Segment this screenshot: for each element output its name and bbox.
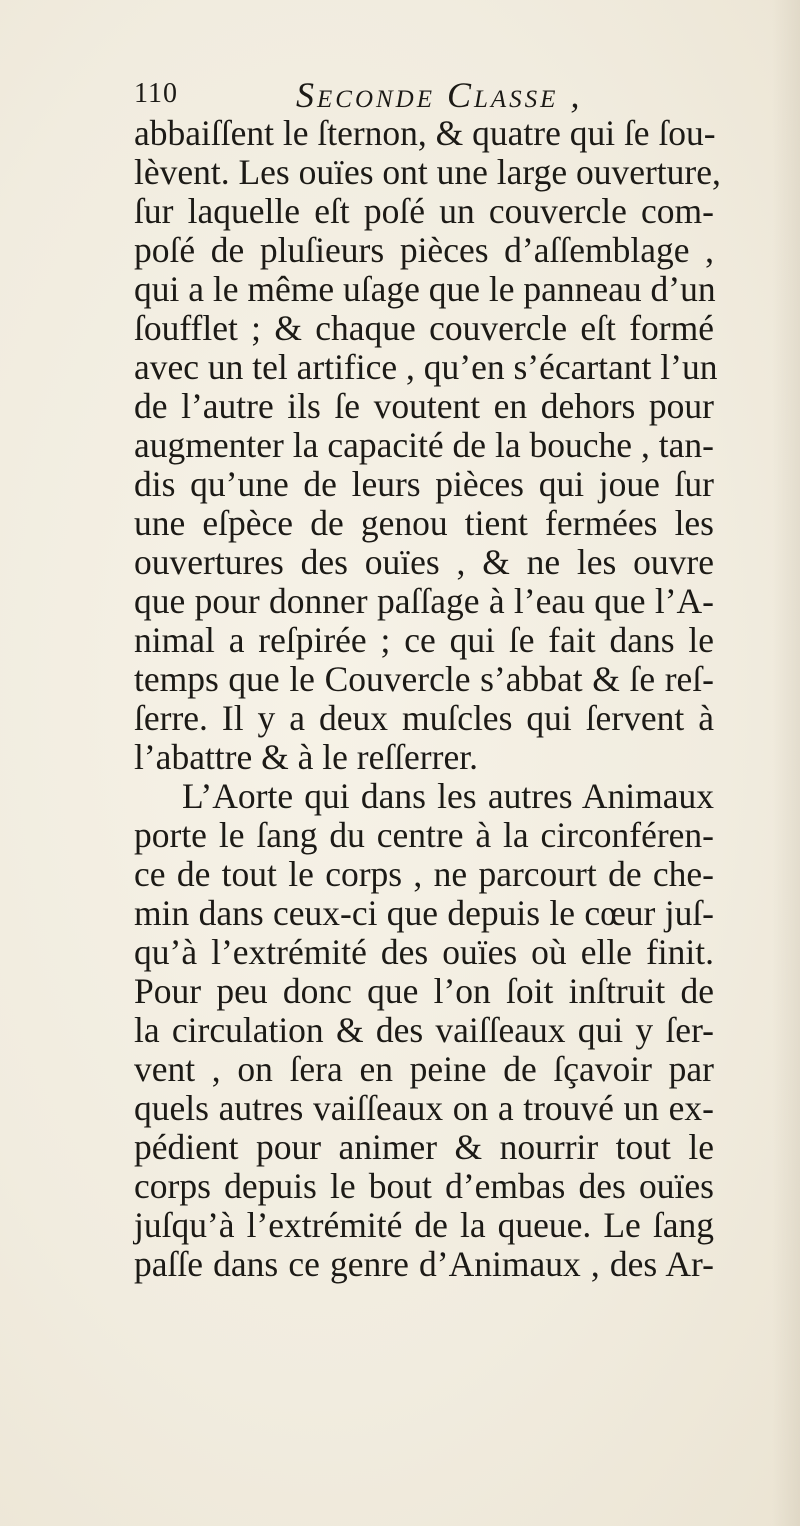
text-line: corps depuis le bout d’embas des ouïes bbox=[134, 1166, 714, 1206]
text-line: de l’autre ils ſe voutent en dehors pour bbox=[134, 386, 714, 426]
text-line: pédient pour animer & nourrir tout le bbox=[134, 1127, 714, 1167]
text-line: avec un tel artifice , qu’en s’écartant l’un bbox=[134, 347, 718, 387]
body-text bbox=[134, 113, 721, 1284]
text-line: porte le ſang du centre à la circonféren- bbox=[134, 815, 714, 855]
text-line: ſerre. Il y a deux muſcles qui ſervent à bbox=[134, 698, 714, 738]
text-line: qu’à l’extrémité des ouïes où elle finit. bbox=[134, 932, 714, 972]
paragraph-end-line: l’abattre & à le reſſerrer. bbox=[134, 737, 478, 777]
text-line: que pour donner paſſage à l’eau que l’A- bbox=[134, 581, 714, 621]
text-line: temps que le Couvercle s’abbat & ſe reſ- bbox=[134, 659, 714, 699]
text-line: la circulation & des vaiſſeaux qui y ſer- bbox=[134, 1010, 714, 1050]
text-line: une eſpèce de genou tient fermées les bbox=[134, 503, 714, 543]
running-head: Seconde Classe , bbox=[296, 75, 583, 115]
text-line: juſqu’à l’extrémité de la queue. Le ſang bbox=[134, 1205, 714, 1245]
text-line: abbaiſſent le ſternon, & quatre qui ſe ſou- bbox=[134, 113, 716, 153]
paragraph-start-line: L’Aorte qui dans les autres Animaux bbox=[182, 776, 714, 816]
text-line: ce de tout le corps , ne parcourt de che- bbox=[134, 854, 714, 894]
text-line: dis qu’une de leurs pièces qui joue ſur bbox=[134, 464, 714, 504]
text-line: paſſe dans ce genre d’Animaux , des Ar- bbox=[134, 1244, 714, 1284]
text-line: Pour peu donc que l’on ſoit inſtruit de bbox=[134, 971, 714, 1011]
text-line: ſoufflet ; & chaque couvercle eſt formé bbox=[134, 308, 714, 348]
text-line: ouvertures des ouïes , & ne les ouvre bbox=[134, 542, 714, 582]
text-line: poſé de pluſieurs pièces d’aſſemblage , bbox=[134, 230, 714, 270]
text-line: vent , on ſera en peine de ſçavoir par bbox=[134, 1049, 714, 1089]
text-line: nimal a reſpirée ; ce qui ſe fait dans le bbox=[134, 620, 714, 660]
text-line: ſur laquelle eſt poſé un couvercle com- bbox=[134, 191, 714, 231]
text-line: augmenter la capacité de la bouche , tan- bbox=[134, 425, 714, 465]
text-line: min dans ceux-ci que depuis le cœur juſ- bbox=[134, 893, 714, 933]
page-number: 110 bbox=[134, 78, 178, 109]
page-edge-shadow bbox=[772, 0, 800, 1526]
text-line: quels autres vaiſſeaux on a trouvé un ex- bbox=[134, 1088, 714, 1128]
text-line: lèvent. Les ouïes ont une large ouverture, bbox=[134, 152, 721, 192]
page-header bbox=[134, 74, 654, 118]
text-line: qui a le même uſage que le panneau d’un bbox=[134, 269, 716, 309]
